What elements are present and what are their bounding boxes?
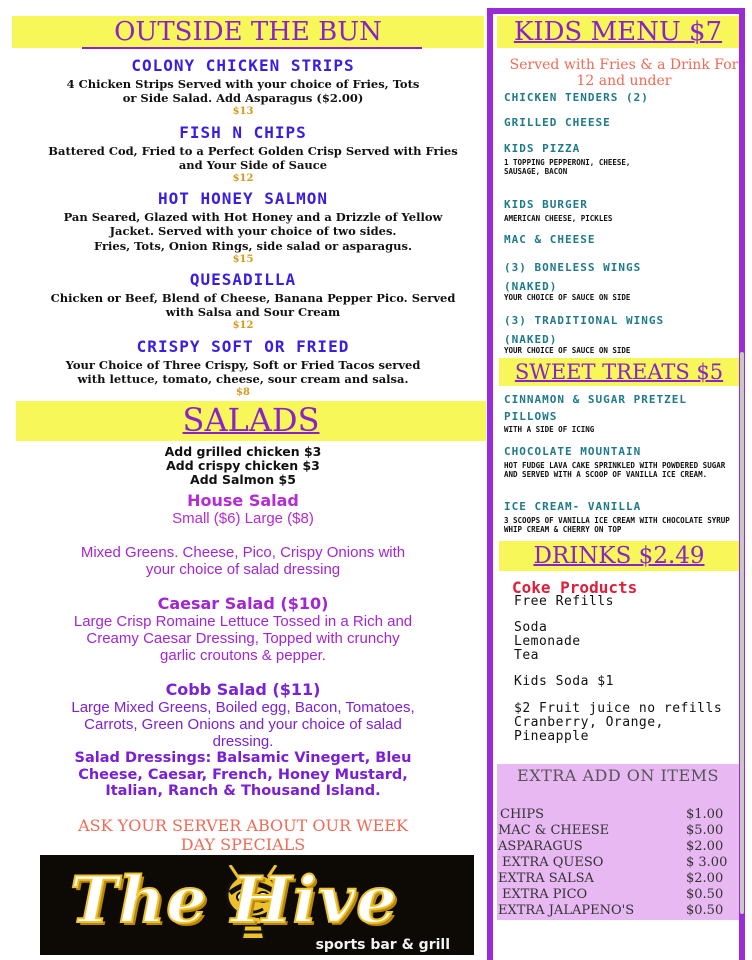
salad-addon-salmon: Add Salmon $5 [190,472,296,487]
extra-queso-price: $ 3.00 [686,855,728,870]
outside-heading-underline [82,47,422,49]
extra-salsa: EXTRA SALSA [498,871,594,886]
kids-item-traditional-wings-desc: YOUR CHOICE OF SAUCE ON SIDE [504,346,631,355]
extra-pico-price: $0.50 [686,887,724,902]
extra-chips-price: $1.00 [686,807,724,822]
item-desc-tacos: Your Choice of Three Crispy, Soft or Fried Tacos served with lettuce, tomato, cheese, sour cream and salsa. [65,358,421,386]
the-hive-logo [40,855,474,955]
salad-addon-crispy-chicken: Add crispy chicken $3 [166,458,320,473]
sweets-item-pretzel-desc: WITH A SIDE OF ICING [504,425,595,434]
drinks-soda: Soda [514,620,548,635]
salad-dressings: Salad Dressings: Balsamic Vinegert, Bleu Cheese, Caesar, French, Honey Mustard, Italian, Ranch & Thousand Island. [74,750,412,799]
kids-item-burger-desc: AMERICAN CHEESE, PICKLES [504,214,613,223]
drinks-lemonade: Lemonade [514,634,581,649]
item-title-quesadilla: QUESADILLA [189,270,297,289]
outside-heading: OUTSIDE THE BUN [114,17,382,47]
kids-item-pizza-desc: 1 TOPPING PEPPERONI, CHEESE, SAUSAGE, BACON [504,158,631,176]
sweets-item-pretzel: CINNAMON & SUGAR PRETZEL PILLOWS [504,393,687,423]
item-title-chicken-strips: COLONY CHICKEN STRIPS [131,56,355,75]
kids-item-traditional-wings: (3) TRADITIONAL WINGS (NAKED) [504,314,665,346]
extras-heading: EXTRA ADD ON ITEMS [517,766,719,785]
kids-item-mac-cheese: MAC & CHEESE [504,233,596,246]
extra-salsa-price: $2.00 [686,871,724,886]
extra-jalapenos: EXTRA JALAPENO'S [498,903,635,918]
logo-tagline: sports bar & grill [315,937,450,953]
kids-item-pizza: KIDS PIZZA [504,142,581,155]
sweets-heading: SWEET TREATS $5 [514,360,724,384]
item-price-chicken-strips: $13 [232,106,254,117]
sweets-item-ice-cream-desc: 3 SCOOPS OF VANILLA ICE CREAM WITH CHOCOLATE SYRUP WHIP CREAM & CHERRY ON TOP [504,516,730,534]
weekday-specials-note: ASK YOUR SERVER ABOUT OUR WEEK DAY SPECIALS [78,816,408,854]
sweets-item-ice-cream: ICE CREAM- VANILLA [504,500,642,513]
sweets-item-chocolate-mountain-desc: HOT FUDGE LAVA CAKE SPRINKLED WITH POWDERED SUGAR AND SERVED WITH A SCOOP OF VANILLA ICE CREAM. [504,461,726,479]
salad-name-caesar: Caesar Salad ($10) [157,594,329,613]
item-price-fish-chips: $12 [232,173,254,184]
kids-heading: KIDS MENU $7 [513,17,723,47]
extra-chips: CHIPS [500,807,545,822]
item-desc2-hot-honey-salmon: Fries, Tots, Onion Rings, side salad or asparagus. [93,239,413,253]
item-desc-quesadilla: Chicken or Beef, Blend of Cheese, Banana Pepper Pico. Served with Salsa and Sour Cream [50,291,456,319]
salads-heading: SALADS [182,401,320,439]
item-price-quesadilla: $12 [232,320,254,331]
kids-served-note: Served with Fries & a Drink For 12 and under [509,57,739,89]
item-title-tacos: CRISPY SOFT OR FRIED [136,337,350,356]
salad-name-cobb: Cobb Salad ($11) [165,680,321,699]
extra-queso: EXTRA QUESO [502,855,604,870]
item-title-fish-chips: FISH N CHIPS [179,123,307,142]
kids-item-boneless-wings-desc: YOUR CHOICE OF SAUCE ON SIDE [504,293,631,302]
scrollbar[interactable] [740,352,744,914]
kids-item-burger: KIDS BURGER [504,198,588,211]
item-desc-fish-chips: Battered Cod, Fried to a Perfect Golden Crisp Served with Fries and Your Side of Sauce [48,144,458,172]
extra-pico: EXTRA PICO [502,887,588,902]
drinks-tea: Tea [514,648,539,663]
salad-name-house: House Salad [187,491,299,510]
extra-asparagus-price: $2.00 [686,839,724,854]
extra-asparagus: ASPARAGUS [498,839,583,854]
drinks-fruit-juice: $2 Fruit juice no refills Cranberry, Orange, Pineapple [514,701,723,744]
salad-desc-house: Mixed Greens. Cheese, Pico, Crispy Onions with your choice of salad dressing [80,544,406,578]
kids-item-grilled-cheese: GRILLED CHEESE [504,116,611,129]
sweets-item-chocolate-mountain: CHOCOLATE MOUNTAIN [504,445,642,458]
kids-item-boneless-wings: (3) BONELESS WINGS (NAKED) [504,261,642,293]
item-title-hot-honey-salmon: HOT HONEY SALMON [157,189,329,208]
drinks-coke-products: Coke Products [512,578,638,597]
drinks-free-refills: Free Refills [514,594,614,609]
kids-item-tenders: CHICKEN TENDERS (2) [504,91,649,104]
item-price-tacos: $8 [236,387,250,398]
extra-mac-cheese: MAC & CHEESE [498,823,610,838]
extra-jalapenos-price: $0.50 [686,903,724,918]
item-desc-chicken-strips: 4 Chicken Strips Served with your choice of Fries, Tots or Side Salad. Add Asparagus ($2.00) [66,77,420,105]
extra-mac-cheese-price: $5.00 [686,823,724,838]
item-desc-hot-honey-salmon: Pan Seared, Glazed with Hot Honey and a Drizzle of Yellow Jacket. Served with your choice of two sides. [63,210,443,238]
salad-desc-cobb: Large Mixed Greens, Boiled egg, Bacon, Tomatoes, Carrots, Green Onions and your choice of salad dressing. [71,699,415,750]
logo-wordmark: The Hive [70,863,398,938]
salad-desc-caesar: Large Crisp Romaine Lettuce Tossed in a Rich and Creamy Caesar Dressing, Topped with crunchy garlic croutons & pepper. [73,613,413,664]
item-price-hot-honey-salmon: $15 [232,254,254,265]
salad-addon-grilled-chicken: Add grilled chicken $3 [164,444,322,459]
drinks-heading: DRINKS $2.49 [533,543,705,569]
salad-sizes-house: Small ($6) Large ($8) [172,510,314,527]
drinks-kids-soda: Kids Soda $1 [514,674,614,689]
